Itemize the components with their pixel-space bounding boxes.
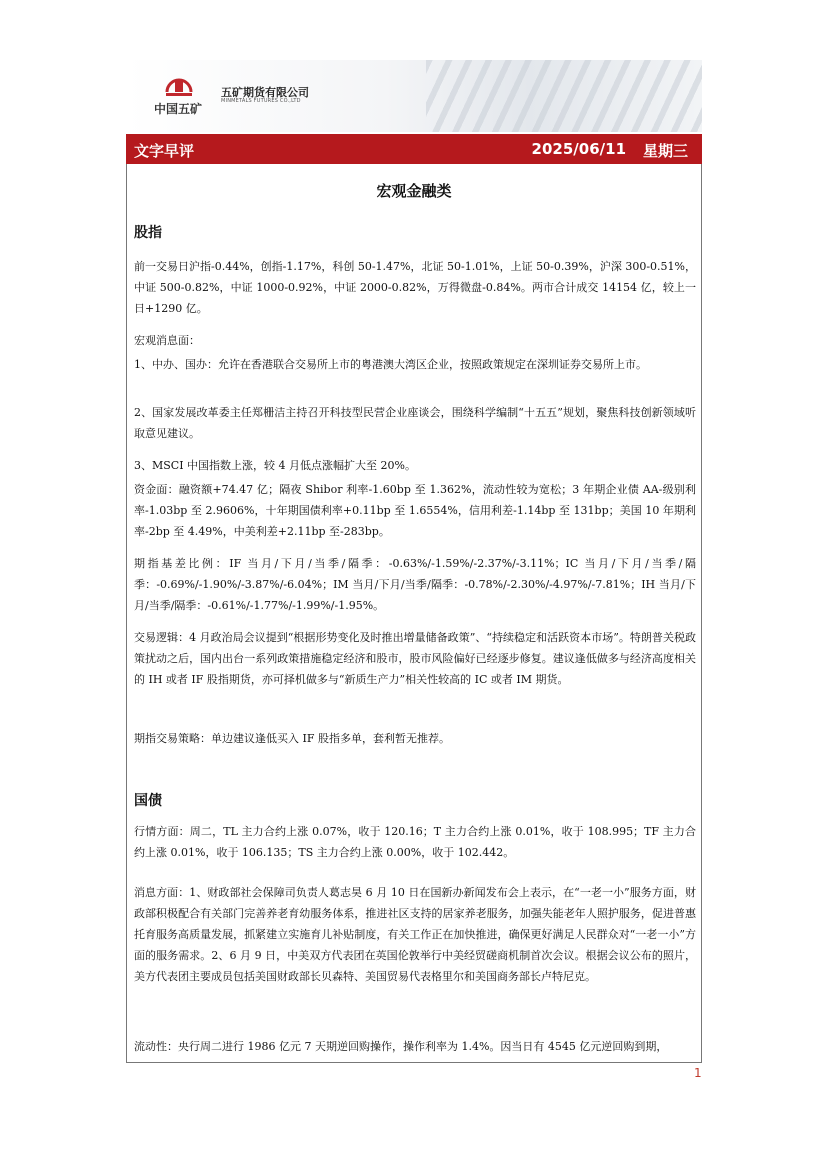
basis-ratio-paragraph: 期指基差比例：IF 当月/下月/当季/隔季：-0.63%/-1.59%/-2.37%/-3.11%；IC 当月/下月/当季/隔季：-0.69%/-1.90%/-3.87%/-6.04%；IM 当月/下月/当季/隔季：-0.78%/-2.30%/-4.97%/-7.81%；IH 当月/下月/当季/隔季：-0.61%/-1.77%/-1.99%/-1.95%。 [134,557,696,612]
macro-news-label: 宏观消息面： [134,334,200,347]
futures-strategy-paragraph: 期指交易策略：单边建议逢低买入 IF 股指多单，套利暂无推荐。 [134,732,450,745]
report-title-bar [126,134,702,164]
trading-logic-paragraph: 交易逻辑：4 月政治局会议提到“根据形势变化及时推出增量储备政策”、“持续稳定和活跃资本市场”。特朗普关税政策扰动之后，国内出台一系列政策措施稳定经济和股市，股市风险偏好已经逐步修复。建议逢低做多与经济高度相关的 IH 或者 IF 股指期货，亦可择机做多与“新质生产力”相关性较高的 IC 或者 IM 期货。 [134,631,696,686]
report-weekday: 星期三 [642,142,688,160]
section-title: 宏观金融类 [376,182,452,200]
banner-decoration [426,60,702,132]
report-body [126,164,702,1063]
stock-index-heading: 股指 [134,225,162,241]
page-number: 1 [694,1066,702,1080]
macro-news-item-1: 1、中办、国办：允许在香港联合交易所上市的粤港澳大湾区企业，按照政策规定在深圳证券交易所上市。 [134,358,647,371]
bonds-heading: 国债 [134,793,162,809]
minmetals-logo-icon [164,72,194,100]
report-banner [126,60,702,132]
group-logo-text: 中国五矿 [154,102,203,116]
bonds-news-paragraph: 消息方面：1、财政部社会保障司负责人葛志昊 6 月 10 日在国新办新闻发布会上表示，在“一老一小”服务方面，财政部积极配合有关部门完善养老育幼服务体系，推进社区支持的居家养老服务，加强失能老年人照护服务，促进普惠托育服务高质量发展，抓紧建立实施育儿补贴制度，有关工作正在加快推进，确保更好满足人民群众对“一老一小”方面的服务需求。2、6 月 9 日，中美双方代表团在英国伦敦举行中美经贸磋商机制首次会议。根据会议公布的照片，美方代表团主要成员包括美国财政部长贝森特、美国贸易代表格里尔和美国商务部长卢特尼克。 [134,886,696,983]
bonds-liquidity-paragraph: 流动性：央行周二进行 1986 亿元 7 天期逆回购操作，操作利率为 1.4%。因当日有 4545 亿元逆回购到期， [134,1040,668,1053]
report-type: 文字早评 [134,142,195,160]
company-name: 五矿期货有限公司 [221,86,309,99]
macro-news-item-3: 3、MSCI 中国指数上涨，较 4 月低点涨幅扩大至 20%。 [134,459,416,472]
stock-index-market-recap: 前一交易日沪指-0.44%，创指-1.17%，科创 50-1.47%，北证 50-1.01%，上证 50-0.39%，沪深 300-0.51%，中证 500-0.82%，中证 1000-0.92%，中证 2000-0.82%，万得微盘-0.84%。两市合计成交 14154 亿，较上一日+1290 亿。 [134,260,696,315]
report-date: 2025/06/11 [531,140,626,158]
company-name-en: MINMETALS FUTURES CO.,LTD [221,98,301,104]
funding-paragraph: 资金面：融资额+74.47 亿；隔夜 Shibor 利率-1.60bp 至 1.362%，流动性较为宽松；3 年期企业债 AA-级别利率-1.03bp 至 2.9606%，十年期国债利率+0.11bp 至 1.6554%，信用利差-1.14bp 至 131bp；美国 10 年期利率-2bp 至 4.49%，中美利差+2.11bp 至-283bp。 [134,483,696,538]
macro-news-item-2: 2、国家发展改革委主任郑栅洁主持召开科技型民营企业座谈会，围绕科学编制“十五五”规划，聚焦科技创新领域听取意见建议。 [134,406,696,440]
bonds-market-paragraph: 行情方面：周二，TL 主力合约上涨 0.07%，收于 120.16；T 主力合约上涨 0.01%，收于 108.995；TF 主力合约上涨 0.01%，收于 106.135；TS 主力合约上涨 0.00%，收于 102.442。 [134,825,696,859]
